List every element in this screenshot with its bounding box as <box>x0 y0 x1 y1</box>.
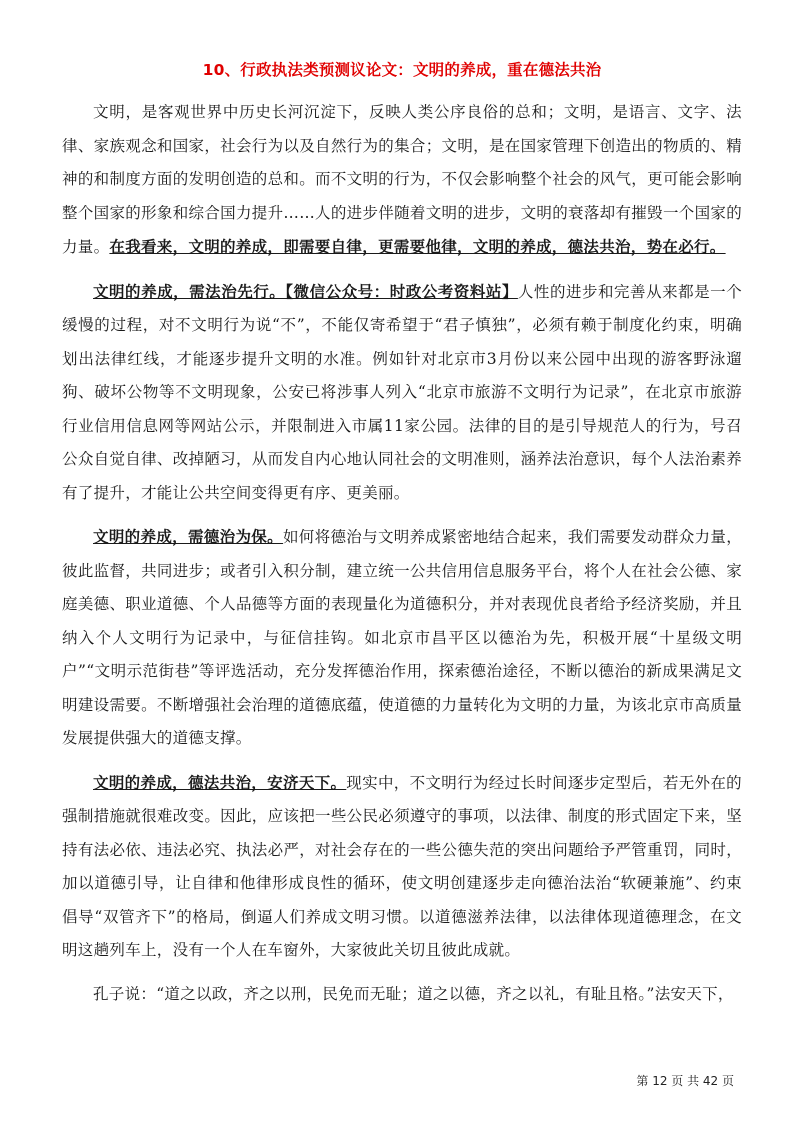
body-paragraph-rule-of-law <box>62 275 742 511</box>
paragraph-text: 如何将德治与文明养成紧密地结合起来，我们需要发动群众力量，彼此监督，共同进步；或者引入积分制，建立统一公共信用信息服务平台，将个人在社会公德、家庭美德、职业道德、个人品德等方面的表现量化为道德积分，并对表现优良者给予经济奖励，并且纳入个人文明行为记录中，与征信挂钩。如北京市昌平区以德治为先，积极开展“十星级文明户”“文明示范街巷”等评选活动，充分发挥德治作用，探索德治途径，不断以德治的新成果满足文明建设需要。不断增强社会治理的道德底蕴，使道德的力量转化为文明的力量，为该北京市高质量发展提供强大的道德支撑。 <box>62 528 743 747</box>
paragraph-lead: 文明的养成，需法治先行。【微信公众号：时政公考资料站】 <box>93 281 518 301</box>
document-page <box>62 58 742 1021</box>
paragraph-text: 人性的进步和完善从来都是一个缓慢的过程，对不文明行为说“不”，不能仅寄希望于“君子慎独”，必须有赖于制度化约束，明确划出法律红线，才能逐步提升文明的水准。例如针对北京市3月份以来公园中出现的游客野泳遛狗、破坏公物等不文明现象，公安已将涉事人列入“北京市旅游不文明行为记录”，在北京市旅游行业信用信息网等网站公示，并限制进入市属11家公园。法律的目的是引导规范人的行为，号召公众自觉自律、改掉陋习，从而发自内心地认同社会的文明准则，涵养法治意识，每个人法治素养有了提升，才能让公共空间变得更有序、更美丽。 <box>62 282 742 502</box>
body-paragraph-co-governance <box>62 766 742 968</box>
body-paragraph-rule-of-virtue <box>62 520 742 756</box>
paragraph-text: 孔子说：“道之以政，齐之以刑，民免而无耻；道之以德，齐之以礼，有耻且格。”法安天下， <box>93 984 734 1003</box>
thesis-statement: 在我看来，文明的养成，即需要自律，更需要他律，文明的养成，德法共治，势在必行。 <box>109 237 726 256</box>
paragraph-text: 现实中，不文明行为经过长时间逐步定型后，若无外在的强制措施就很难改变。因此，应该把一些公民必须遵守的事项，以法律、制度的形式固定下来，坚持有法必依、违法必究、执法必严，对社会存在的一些公德失范的突出问题给予严管重罚，同时，加以道德引导，让自律和他律形成良性的循环，使文明创建逐步走向德治法治“软硬兼施”、约束倡导“双管齐下”的格局，倒逼人们养成文明习惯。以道德滋养法律，以法律体现道德理念，在文明这趟列车上，没有一个人在车窗外，大家彼此关切且彼此成就。 <box>62 773 742 959</box>
paragraph-lead: 文明的养成，德法共治，安济天下。 <box>93 772 347 792</box>
essay-title: 10、行政执法类预测议论文：文明的养成，重在德法共治 <box>202 61 602 79</box>
page-number: 第 12 页 共 42 页 <box>636 1074 734 1088</box>
paragraph-lead: 文明的养成，需德治为保。 <box>93 527 283 546</box>
intro-paragraph <box>62 96 742 265</box>
intro-text: 文明，是客观世界中历史长河沉淀下，反映人类公序良俗的总和；文明，是语言、文字、法律、家族观念和国家，社会行为以及自然行为的集合；文明，是在国家管理下创造出的物质的、精神的和制度方面的发明创造的总和。而不文明的行为，不仅会影响整个社会的风气，更可能会影响整个国家的形象和综合国力提升……人的进步伴随着文明的进步，文明的衰落却有摧毁一个国家的力量。 <box>62 103 742 256</box>
body-paragraph-conclusion <box>62 978 742 1012</box>
